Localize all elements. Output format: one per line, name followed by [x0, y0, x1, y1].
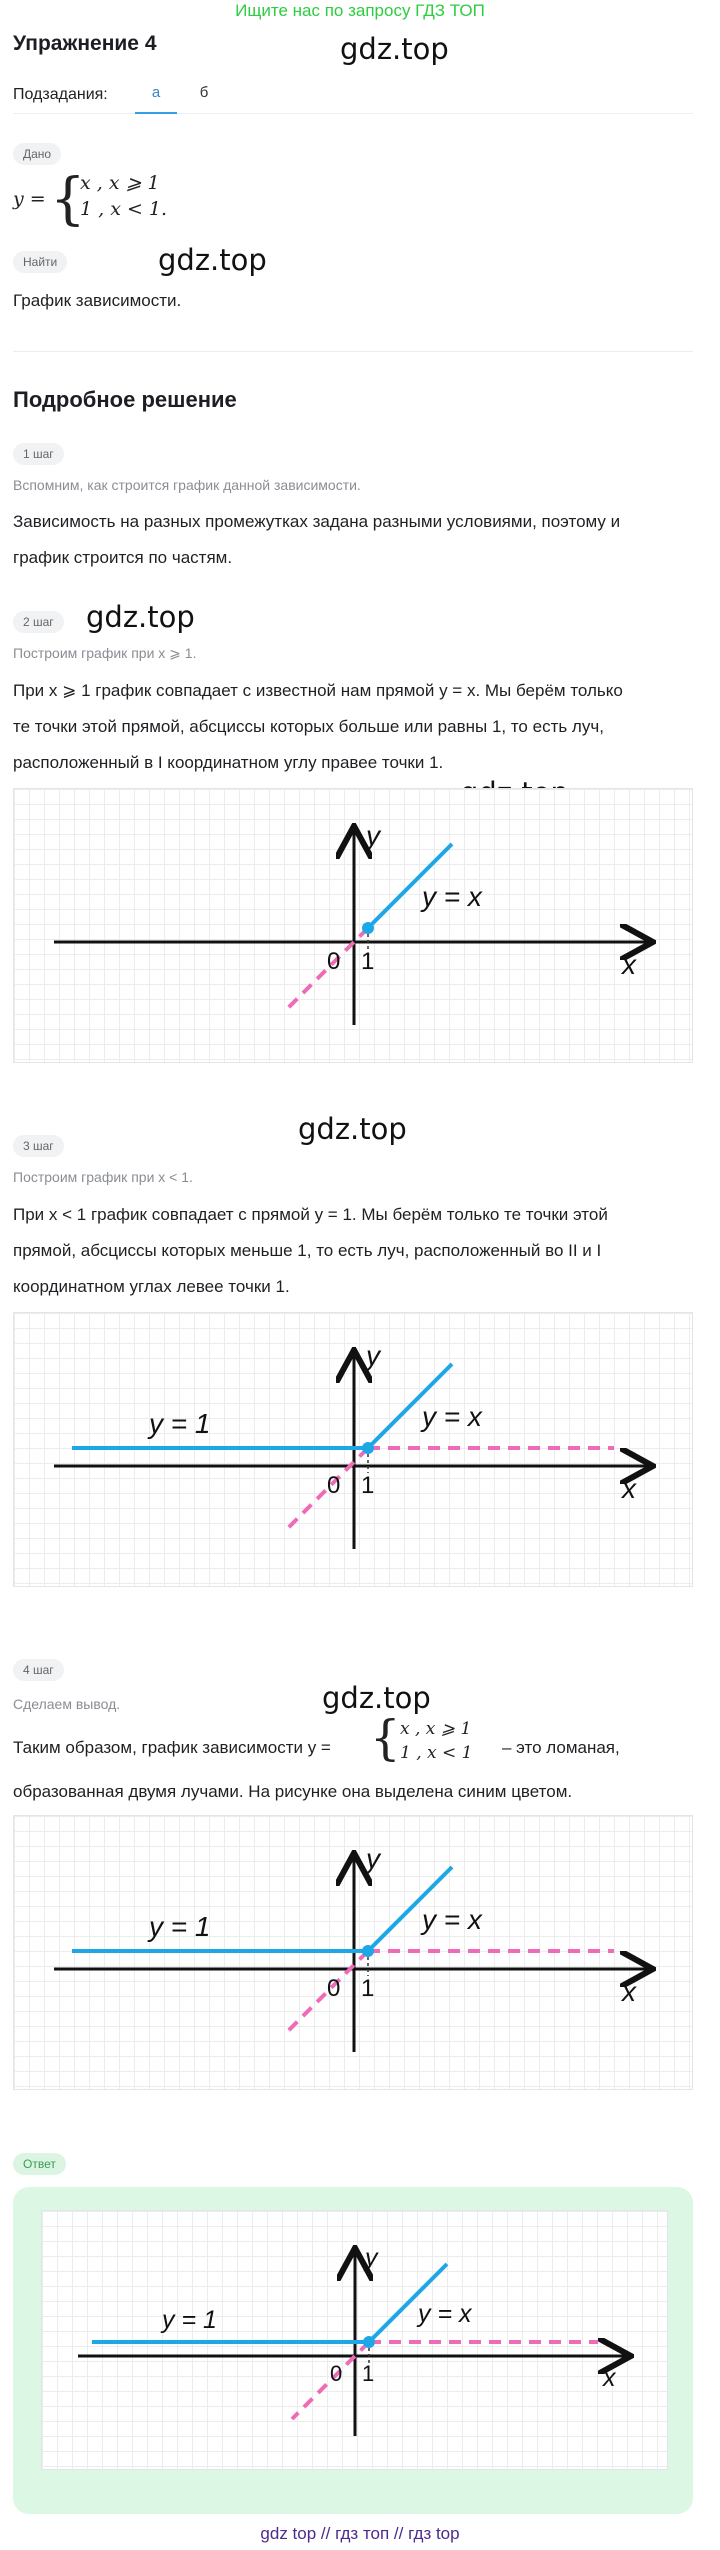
- subtasks-label: Подзадания:: [13, 86, 108, 103]
- step-1-line-1: Зависимость на разных промежутках задана разными условиями, поэтому и: [13, 512, 621, 531]
- step-1-line-2: график строится по частям.: [13, 548, 233, 567]
- y-axis-label: y: [366, 820, 380, 851]
- step-4-line-1-before: Таким образом, график зависимости y =: [13, 1738, 331, 1757]
- step-4-line-2: образованная двумя лучами. На рисунке она выделена синим цветом.: [13, 1782, 573, 1801]
- one-label: 1: [361, 948, 375, 975]
- watermark: gdz.top: [298, 1112, 407, 1146]
- line-y-1-label: y = 1: [149, 1408, 211, 1439]
- step-2-line-2: те точки этой прямой, абсциссы которых больше или равны 1, то есть луч,: [13, 717, 604, 736]
- tab-active-indicator: [135, 112, 177, 114]
- section-divider: [13, 351, 693, 352]
- point-one: [362, 922, 374, 934]
- given-badge: Дано: [13, 143, 61, 165]
- tab-a[interactable]: а: [151, 84, 161, 101]
- graph-answer: [41, 2210, 668, 2470]
- y-axis-label: y: [365, 2244, 378, 2272]
- origin-label: 0: [327, 948, 341, 975]
- find-badge: Найти: [13, 251, 67, 273]
- origin-label: 0: [330, 2361, 343, 2386]
- line-y-x-label: y = x: [422, 1401, 482, 1432]
- tab-b[interactable]: б: [199, 84, 209, 101]
- step-3-hint: Построим график при x < 1.: [13, 1169, 193, 1185]
- one-label: 1: [361, 1975, 375, 2002]
- step-3-badge: 3 шаг: [13, 1135, 64, 1157]
- point-one: [363, 2336, 375, 2348]
- step-1-hint: Вспомним, как строится график данной зависимости.: [13, 477, 361, 493]
- tabs-divider: [13, 113, 693, 114]
- step-4-brace: {: [370, 1710, 401, 1766]
- one-label: 1: [361, 1472, 375, 1499]
- origin-label: 0: [327, 1975, 341, 2002]
- exercise-title: Упражнение 4: [13, 32, 157, 55]
- step-2-line-3: расположенный в I координатном углу правее точки 1.: [13, 753, 444, 772]
- point-one: [362, 1442, 374, 1454]
- step-1-badge: 1 шаг: [13, 443, 64, 465]
- step-2-hint: Построим график при x ⩾ 1.: [13, 645, 197, 661]
- y-axis-label: y: [366, 1340, 380, 1371]
- given-lhs: y =: [13, 188, 46, 210]
- graph-step-4: [13, 1815, 693, 2090]
- x-axis-label: x: [622, 1473, 636, 1504]
- one-label: 1: [362, 2361, 375, 2386]
- line-y-1-label: y = 1: [162, 2306, 217, 2334]
- line-y-x-label: y = x: [418, 2300, 472, 2328]
- x-axis-label: x: [603, 2364, 616, 2392]
- step-3-line-3: координатном углах левее точки 1.: [13, 1277, 290, 1296]
- watermark: gdz.top: [340, 32, 449, 66]
- given-brace: {: [50, 167, 86, 232]
- x-axis-label: x: [622, 1976, 636, 2007]
- step-2-line-1: При x ⩾ 1 график совпадает с известной нам прямой y = x. Мы берём только: [13, 681, 623, 700]
- line-y-1-label: y = 1: [149, 1911, 211, 1942]
- step-4-line-1-after: – это ломаная,: [502, 1738, 620, 1757]
- given-case-2: 1 , x < 1.: [80, 198, 168, 220]
- answer-badge: Ответ: [13, 2153, 66, 2175]
- given-case-1: x , x ⩾ 1: [80, 172, 160, 194]
- watermark: gdz.top: [322, 1681, 431, 1715]
- step-2-badge: 2 шаг: [13, 611, 64, 633]
- y-axis-label: y: [366, 1843, 380, 1874]
- step-4-hint: Сделаем вывод.: [13, 1696, 121, 1712]
- solution-title: Подробное решение: [13, 387, 237, 412]
- step-3-line-2: прямой, абсциссы которых меньше 1, то есть луч, расположенный во II и I: [13, 1241, 602, 1260]
- top-banner[interactable]: Ищите нас по запросу ГДЗ ТОП: [235, 1, 485, 20]
- point-one: [362, 1945, 374, 1957]
- graph-step-2: [13, 788, 693, 1063]
- origin-label: 0: [327, 1472, 341, 1499]
- step-4-badge: 4 шаг: [13, 1659, 64, 1681]
- watermark: gdz.top: [86, 600, 195, 634]
- watermark: gdz.top: [158, 243, 267, 277]
- find-text: График зависимости.: [13, 291, 182, 310]
- step-4-case-2: 1 , x < 1: [400, 1743, 473, 1763]
- step-3-line-1: При x < 1 график совпадает с прямой y = 1. Мы берём только те точки этой: [13, 1205, 608, 1224]
- line-y-x-label: y = x: [422, 1904, 482, 1935]
- x-axis-label: x: [622, 949, 636, 980]
- footer-links[interactable]: gdz top // гдз топ // гдз top: [260, 2524, 460, 2543]
- line-y-x-label: y = x: [422, 881, 482, 912]
- graph-step-3: [13, 1312, 693, 1587]
- step-4-case-1: x , x ⩾ 1: [400, 1719, 472, 1739]
